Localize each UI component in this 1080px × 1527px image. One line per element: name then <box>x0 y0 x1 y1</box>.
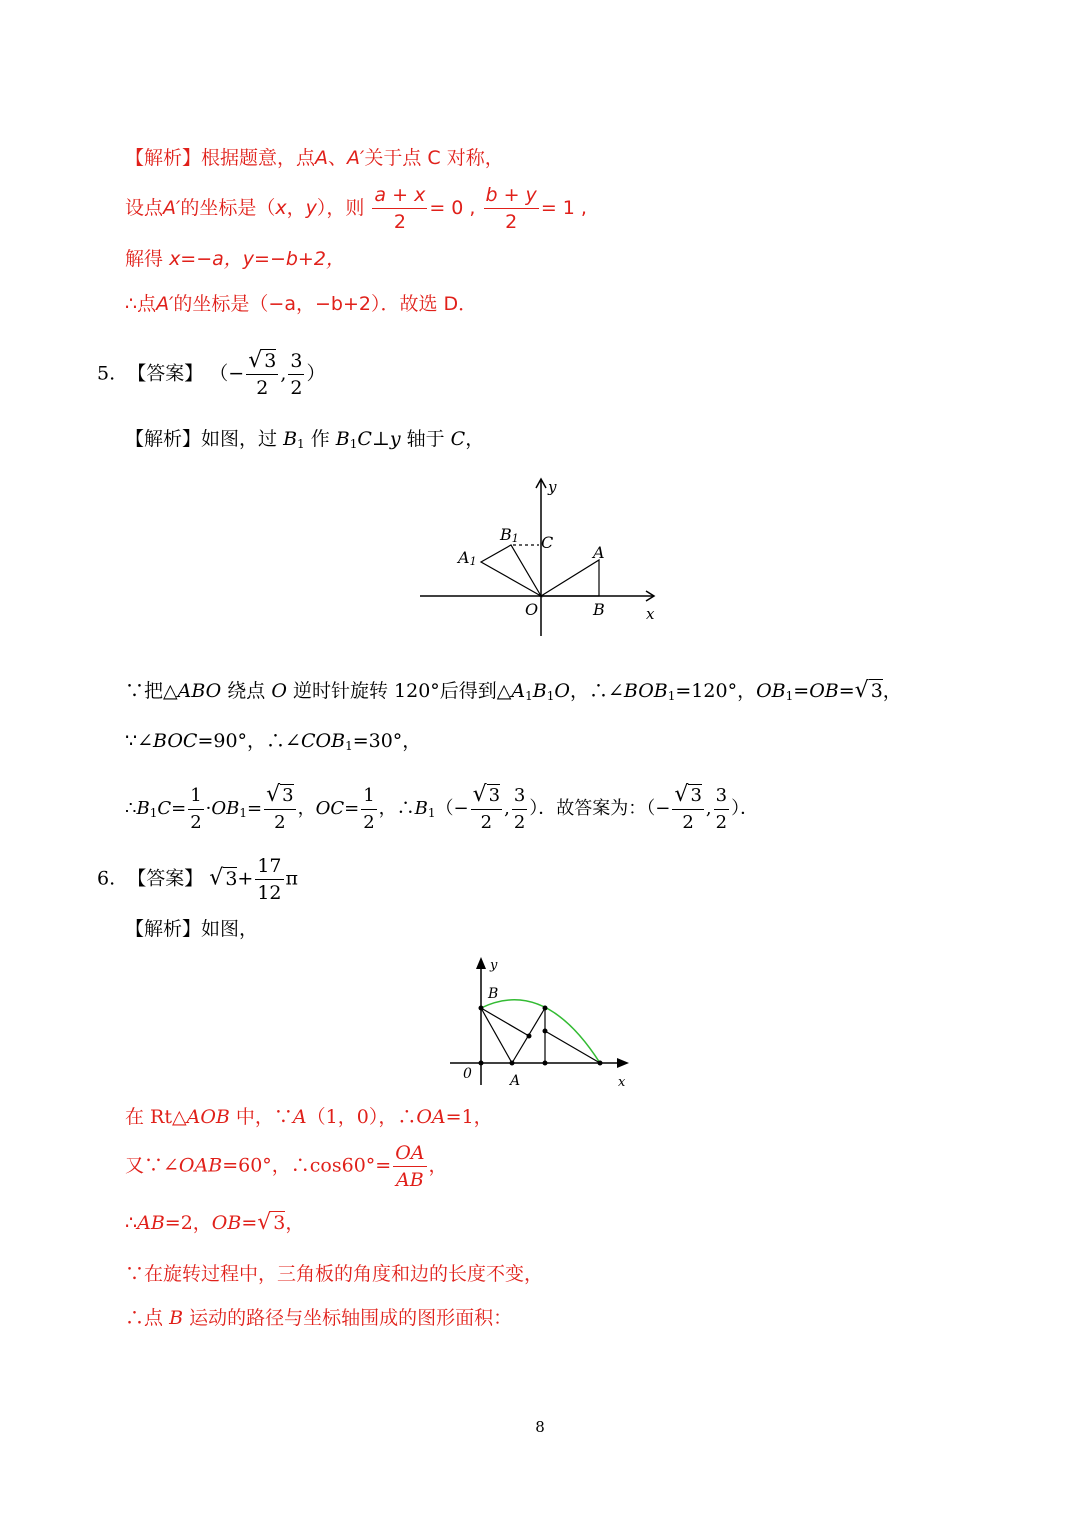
text: ），则 <box>316 197 365 219</box>
text: = 1 , <box>540 197 587 219</box>
text: C <box>157 798 172 819</box>
label-c: C <box>541 533 554 552</box>
radical-sign: √ <box>266 782 281 807</box>
label-a: A <box>510 1073 521 1089</box>
segment <box>481 1008 512 1063</box>
text: A′ <box>163 197 181 219</box>
label-o: O <box>525 600 539 619</box>
text: AOB <box>186 1106 230 1128</box>
fraction-numerator <box>471 782 502 810</box>
fraction <box>672 782 703 836</box>
fraction-denominator: 2 <box>480 812 493 833</box>
question-number: 6. <box>97 867 116 890</box>
text: 如图，过 <box>201 428 278 450</box>
fraction <box>288 348 304 401</box>
fraction-numerator: b + y <box>484 182 539 209</box>
subscript: 1 <box>239 806 248 820</box>
fraction-denominator: 2 <box>715 811 728 833</box>
prev-solution-line-3 <box>125 247 345 271</box>
fraction-numerator: 3 <box>288 348 304 375</box>
text: 在 Rt△ <box>125 1106 187 1128</box>
fraction-denominator: 2 <box>256 377 269 399</box>
text: ， <box>465 428 485 450</box>
text: 作 <box>310 428 330 450</box>
sqrt-radicand: 3 <box>273 1212 286 1234</box>
text: = <box>241 1212 258 1234</box>
text: 又∵∠ <box>125 1154 179 1177</box>
text: ，∴∠ <box>569 680 624 702</box>
text: OAB <box>178 1154 223 1177</box>
subscript: 1 <box>427 806 436 820</box>
text: 解得 <box>125 248 164 270</box>
text: C <box>450 428 466 450</box>
fraction <box>471 782 502 836</box>
analysis-label: 【解析】 <box>125 918 202 940</box>
segment <box>481 1008 529 1036</box>
text: O <box>271 680 287 702</box>
text: ， <box>297 798 316 819</box>
text: 逆时针旋转 120°后得到△ <box>292 680 512 702</box>
text: =30°， <box>352 730 422 752</box>
fraction-numerator: 1 <box>361 783 376 810</box>
text: 关于点 C 对称， <box>364 147 504 169</box>
fraction-denominator: 12 <box>257 882 282 904</box>
text: ， <box>428 1154 448 1177</box>
text: A′ <box>156 293 174 315</box>
fraction-numerator: 1 <box>188 783 203 810</box>
text: A <box>315 147 329 169</box>
text: ABO <box>177 680 222 702</box>
text: x <box>275 197 287 219</box>
sqrt-radicand: 3 <box>870 680 883 702</box>
text: , <box>705 798 712 819</box>
fraction <box>484 182 539 235</box>
answer-label: 【答案】 <box>127 867 204 890</box>
text: OC <box>315 798 345 819</box>
label-b: B <box>488 986 499 1002</box>
text: 绕点 <box>227 680 266 702</box>
text: ）． <box>731 798 759 819</box>
text: 中，∵ <box>235 1106 293 1128</box>
triangle-a1b1o <box>481 545 541 596</box>
fraction <box>393 1140 426 1193</box>
text: ， <box>286 197 306 219</box>
prev-solution-line-2 <box>125 182 587 235</box>
q5-figure <box>410 470 670 645</box>
fraction-numerator: 3 <box>714 783 729 810</box>
q5-analysis-line-1 <box>125 427 484 456</box>
subscript: 1 <box>525 689 533 703</box>
label-a1: A1 <box>458 548 477 568</box>
sqrt-radicand: 3 <box>264 350 277 372</box>
text: ， <box>285 1212 305 1234</box>
path-of-point-b <box>481 1000 600 1063</box>
text: x=−a，y=−b+2， <box>169 248 345 270</box>
label-y: y <box>490 958 498 973</box>
fraction <box>188 783 203 836</box>
fraction <box>372 182 427 235</box>
text: OA <box>416 1106 446 1128</box>
fraction-denominator: 2 <box>682 812 694 833</box>
sqrt-radicand: 3 <box>225 867 238 890</box>
point <box>598 1061 603 1066</box>
subscript: 1 <box>546 689 555 703</box>
text: 轴于 <box>406 428 445 450</box>
label-x: x <box>618 1075 626 1090</box>
fraction <box>512 783 527 836</box>
text: 运动的路径与坐标轴围成的图形面积： <box>189 1307 513 1329</box>
text: B <box>136 798 150 819</box>
text: BOB <box>623 680 668 702</box>
fraction-denominator: 2 <box>274 812 286 833</box>
q5-analysis-line-3 <box>125 729 421 758</box>
text: , <box>280 362 287 385</box>
text: O <box>554 680 570 702</box>
fraction <box>255 853 283 906</box>
text: COB <box>300 730 346 752</box>
x-axis-arrow <box>617 1058 629 1068</box>
subscript: 1 <box>667 689 676 703</box>
radical-sign: √ <box>209 865 224 891</box>
point <box>510 1061 515 1066</box>
label-o: 0 <box>463 1066 472 1082</box>
q6-analysis-line-3 <box>125 1140 448 1193</box>
point <box>543 1029 548 1034</box>
page-number: 8 <box>535 1418 545 1436</box>
text: ）．故答案为：（− <box>529 798 671 819</box>
text: 的坐标是（−a，−b+2）．故选 D． <box>173 293 478 315</box>
q6-analysis-line-1 <box>125 917 258 941</box>
text: = <box>344 798 360 819</box>
text: （1，0），∴ <box>306 1106 417 1128</box>
q5-analysis-line-4 <box>125 782 758 836</box>
fraction-numerator: a + x <box>372 182 427 209</box>
text: = <box>171 798 187 819</box>
fraction <box>714 783 729 836</box>
q5-analysis-line-2 <box>125 679 902 708</box>
question-number: 5. <box>97 362 116 385</box>
text: A′ <box>347 147 365 169</box>
text: ） <box>306 362 326 385</box>
point <box>527 1034 532 1039</box>
text: B <box>169 1307 184 1329</box>
text: B <box>414 798 428 819</box>
fraction-numerator: OA <box>393 1140 426 1167</box>
text: 如图， <box>201 918 259 940</box>
q6-analysis-line-2 <box>125 1105 493 1129</box>
point <box>479 1006 484 1011</box>
label-b: B <box>593 600 605 619</box>
label-y: y <box>548 478 557 496</box>
q6-figure <box>445 952 645 1092</box>
answer-label: 【答案】 <box>127 362 204 385</box>
text: π <box>285 867 299 890</box>
fraction-denominator: 2 <box>363 811 375 833</box>
text: （− <box>435 798 469 819</box>
fraction <box>264 782 295 836</box>
text: ， <box>882 680 902 702</box>
radical-sign: √ <box>248 348 263 373</box>
sqrt-radicand: 3 <box>488 785 501 806</box>
text: C <box>357 428 372 450</box>
text: B <box>335 428 350 450</box>
sqrt-radicand: 3 <box>282 785 294 806</box>
fraction-denominator: AB <box>396 1169 424 1191</box>
text: , <box>504 798 510 819</box>
text: = <box>793 680 810 702</box>
subscript: 1 <box>297 437 305 451</box>
text: ∴点 <box>125 1307 164 1329</box>
label-x: x <box>646 605 655 623</box>
fraction-denominator: 2 <box>290 377 303 399</box>
text: 设点 <box>125 197 164 219</box>
q6-answer <box>97 853 298 906</box>
radical-sign: √ <box>257 1210 272 1235</box>
fraction-numerator <box>264 782 295 810</box>
segment <box>545 1031 600 1063</box>
sqrt-radicand: 3 <box>690 785 702 806</box>
text: AB <box>137 1212 165 1234</box>
point <box>543 1006 548 1011</box>
prev-solution-line-4 <box>125 292 477 316</box>
text: = 0 , <box>429 197 476 219</box>
radical-sign: √ <box>854 678 869 703</box>
fraction-denominator: 2 <box>190 811 202 833</box>
text: ∵在旋转过程中，三角板的角度和边的长度不变， <box>125 1263 544 1285</box>
text: OB <box>211 1212 242 1234</box>
subscript: 1 <box>345 739 353 753</box>
text: =60°，∴cos60°= <box>222 1154 392 1177</box>
fraction-numerator: 17 <box>255 853 283 880</box>
text: ∵把△ <box>125 680 178 702</box>
text: + <box>237 867 254 890</box>
text: =120°， <box>675 680 757 702</box>
radical-sign: √ <box>472 782 487 807</box>
text: · <box>205 798 212 819</box>
point <box>543 1061 548 1066</box>
fraction-denominator: 2 <box>513 811 526 833</box>
text: B <box>283 428 298 450</box>
point <box>479 1061 484 1066</box>
text: ∴ <box>125 798 137 819</box>
text: BOC <box>153 730 198 752</box>
text: （− <box>209 362 245 385</box>
text: OB <box>211 798 240 819</box>
text: OB <box>756 680 786 702</box>
fraction <box>246 348 278 401</box>
triangle-abo <box>541 560 599 596</box>
fraction <box>361 783 376 836</box>
text: B <box>532 680 547 702</box>
text: y <box>389 428 401 450</box>
radical-sign: √ <box>674 782 689 807</box>
y-axis-arrow <box>476 957 486 969</box>
fraction-numerator <box>246 348 278 375</box>
text: =2， <box>164 1212 212 1234</box>
text: ⊥ <box>371 428 390 450</box>
fraction-numerator: 3 <box>512 783 527 810</box>
q6-analysis-line-5 <box>125 1262 543 1286</box>
fraction-numerator <box>672 782 703 810</box>
subscript: 1 <box>149 806 158 820</box>
fraction-denominator: 2 <box>505 211 518 233</box>
analysis-label: 【解析】 <box>125 428 202 450</box>
text: =90°，∴∠ <box>197 730 301 752</box>
text: = <box>247 798 263 819</box>
text: 、 <box>328 147 348 169</box>
text: =1， <box>445 1106 493 1128</box>
label-b1: B1 <box>500 525 519 545</box>
subscript: 1 <box>785 689 794 703</box>
text: ∴点 <box>125 293 157 315</box>
q5-answer <box>97 348 326 401</box>
text: y <box>305 197 317 219</box>
q6-analysis-line-4 <box>125 1211 304 1235</box>
text: 【解析】根据题意，点 <box>125 147 316 169</box>
text: OB <box>809 680 839 702</box>
text: 的坐标是（ <box>180 197 276 219</box>
text: A <box>511 680 526 702</box>
fraction-denominator: 2 <box>393 211 406 233</box>
text: ∴ <box>125 1212 138 1234</box>
text: ∵∠ <box>125 730 154 752</box>
q6-analysis-line-6 <box>125 1306 512 1330</box>
prev-solution-line-1 <box>125 146 504 170</box>
text: ，∴ <box>378 798 415 819</box>
text: A <box>292 1106 307 1128</box>
label-a: A <box>593 543 605 562</box>
text: = <box>838 680 855 702</box>
subscript: 1 <box>349 437 358 451</box>
